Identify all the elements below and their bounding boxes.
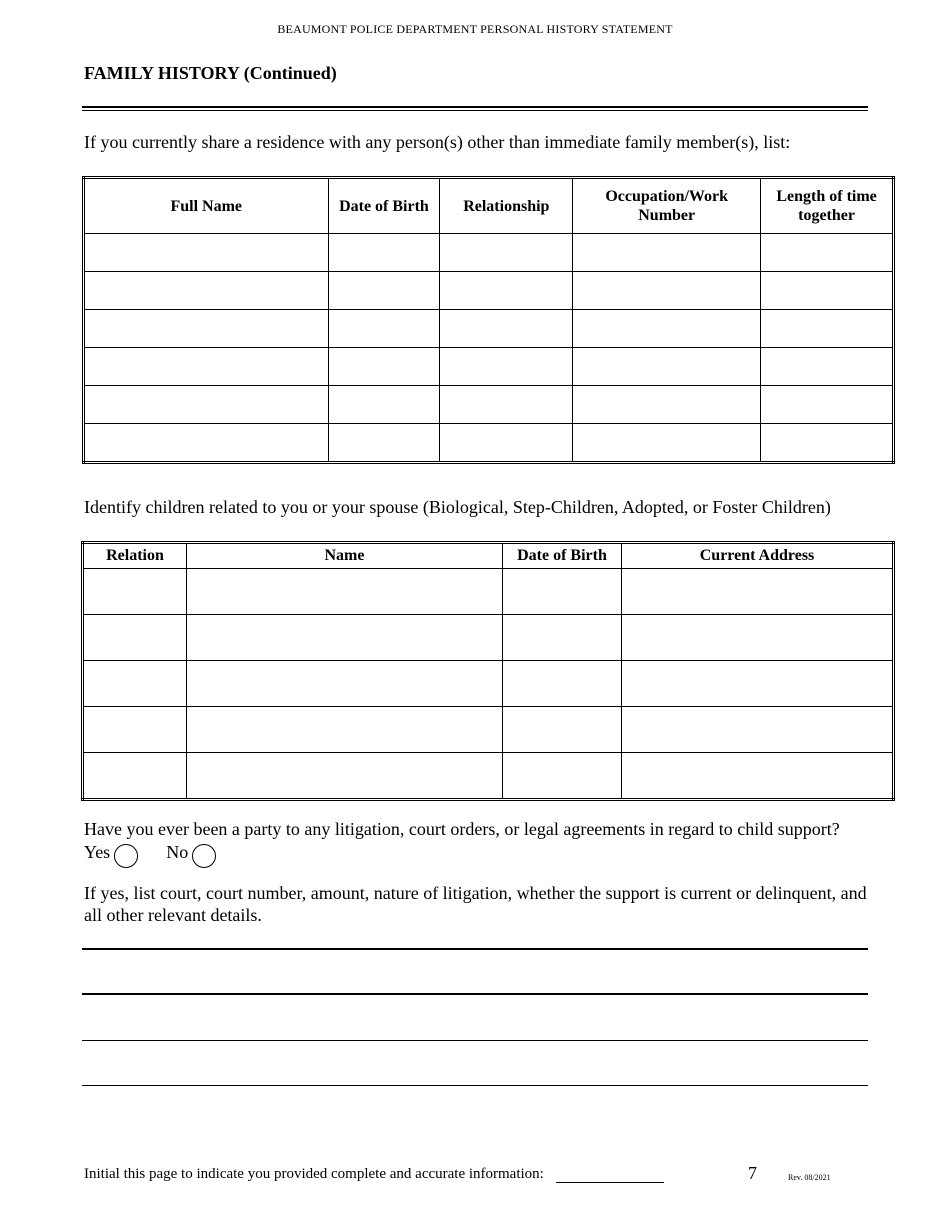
document-header: BEAUMONT POLICE DEPARTMENT PERSONAL HISTORY STATEMENT [277,22,673,36]
table-cell-input[interactable] [328,310,440,348]
table-row [83,707,894,753]
table-cell-input[interactable] [503,753,622,800]
table-cell-input[interactable] [440,424,573,463]
table-cell-input[interactable] [622,707,894,753]
table-cell-input[interactable] [503,707,622,753]
table-cell-input[interactable] [761,348,894,386]
table-cell-input[interactable] [622,569,894,615]
children-prompt: Identify children related to you or your spouse (Biological, Step-Children, Adopted, or Foster Children) [84,497,831,517]
table-cell-input[interactable] [503,661,622,707]
no-label: No [166,841,189,862]
residence-table [82,176,895,464]
table-cell-input[interactable] [573,348,761,386]
initial-field[interactable] [556,1168,664,1183]
table-cell-input[interactable] [84,348,329,386]
revision-date: Rev. 08/2021 [788,1173,831,1182]
table-cell-input[interactable] [440,234,573,272]
table-cell-input[interactable] [328,272,440,310]
col-relation: Relation [83,543,187,569]
table-cell-input[interactable] [761,272,894,310]
answer-line[interactable] [82,948,868,950]
table-cell-input[interactable] [187,753,503,800]
table-cell-input[interactable] [440,386,573,424]
table-cell-input[interactable] [573,424,761,463]
table-cell-input[interactable] [84,272,329,310]
table-cell-input[interactable] [503,615,622,661]
col-relationship: Relationship [440,178,573,234]
page-number: 7 [748,1163,757,1183]
col-current-address: Current Address [622,543,894,569]
litigation-question: Have you ever been a party to any litigation, court orders, or legal agreements in regard to child support? [84,819,840,839]
table-cell-input[interactable] [84,386,329,424]
col-full-name: Full Name [84,178,329,234]
table-cell-input[interactable] [440,310,573,348]
table-cell-input[interactable] [328,348,440,386]
litigation-details-prompt: If yes, list court, court number, amount, nature of litigation, whether the support is current or delinquent, and all other relevant details. [84,883,867,925]
col-date-of-birth: Date of Birth [503,543,622,569]
table-row [84,234,894,272]
children-table [81,541,895,801]
table-cell-input[interactable] [573,234,761,272]
section-title: FAMILY HISTORY (Continued) [84,63,337,83]
table-cell-input[interactable] [573,386,761,424]
table-cell-input[interactable] [83,661,187,707]
table-cell-input[interactable] [761,424,894,463]
col-date-of-birth: Date of Birth [328,178,440,234]
table-row [83,753,894,800]
table-cell-input[interactable] [761,234,894,272]
table-row [84,386,894,424]
table-row [84,348,894,386]
table-row [83,615,894,661]
yes-no-group [84,840,216,864]
table-cell-input[interactable] [573,310,761,348]
table-cell-input[interactable] [328,424,440,463]
table-cell-input[interactable] [83,615,187,661]
col-occupation-work-number: Occupation/Work Number [573,178,761,234]
table-row [83,661,894,707]
table-cell-input[interactable] [503,569,622,615]
table-cell-input[interactable] [761,310,894,348]
table-cell-input[interactable] [328,234,440,272]
table-cell-input[interactable] [761,386,894,424]
section-divider [82,106,868,111]
table-cell-input[interactable] [187,615,503,661]
yes-radio[interactable] [114,844,138,868]
col-name: Name [187,543,503,569]
answer-line[interactable] [82,993,868,995]
table-cell-input[interactable] [328,386,440,424]
table-cell-input[interactable] [440,272,573,310]
table-cell-input[interactable] [84,234,329,272]
table-cell-input[interactable] [187,569,503,615]
answer-line[interactable] [82,1040,868,1041]
table-row [84,424,894,463]
table-cell-input[interactable] [83,707,187,753]
yes-label: Yes [84,841,111,862]
table-cell-input[interactable] [622,661,894,707]
no-radio[interactable] [192,844,216,868]
table-cell-input[interactable] [83,569,187,615]
table-cell-input[interactable] [84,310,329,348]
answer-line[interactable] [82,1085,868,1086]
table-row [83,569,894,615]
table-row [84,310,894,348]
table-cell-input[interactable] [187,661,503,707]
table-cell-input[interactable] [84,424,329,463]
table-row [84,272,894,310]
table-cell-input[interactable] [622,753,894,800]
table-header-row [83,543,894,569]
table-cell-input[interactable] [622,615,894,661]
table-cell-input[interactable] [83,753,187,800]
table-cell-input[interactable] [187,707,503,753]
residence-prompt: If you currently share a residence with any person(s) other than immediate family member(s), list: [84,132,791,152]
col-length-of-time-together: Length of time together [761,178,894,234]
initial-text: Initial this page to indicate you provided complete and accurate information: [84,1166,544,1182]
table-header-row [84,178,894,234]
table-cell-input[interactable] [573,272,761,310]
initial-statement [84,1166,664,1183]
table-cell-input[interactable] [440,348,573,386]
